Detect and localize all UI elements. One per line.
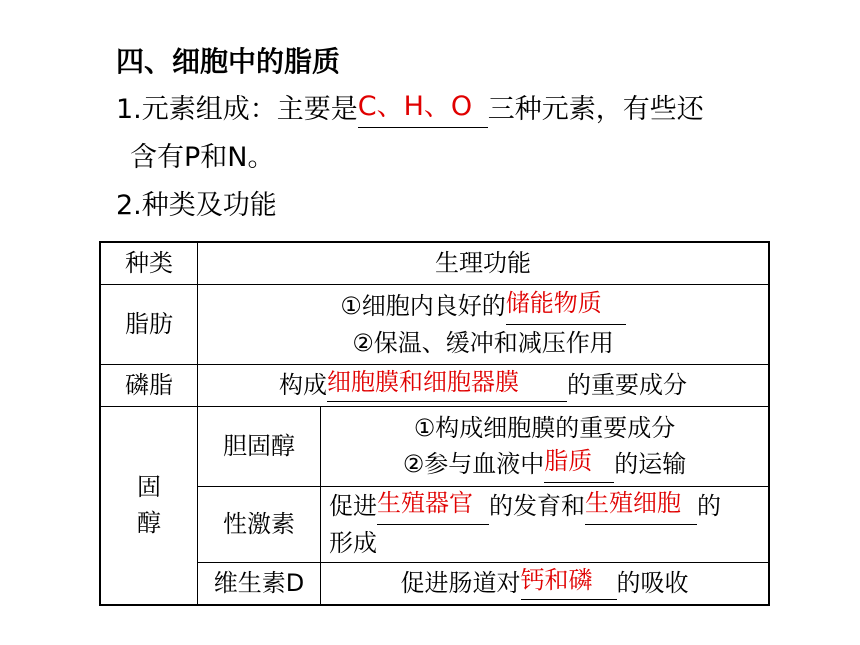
sex-hormone-line-1 (329, 488, 768, 525)
vitamin-d-suffix: 的吸收 (616, 568, 689, 597)
phospholipid-answer-blank (327, 369, 567, 402)
cholesterol-answer-blank (544, 446, 614, 483)
item-1-line-2: 含有P和N。 (130, 142, 275, 173)
sex-hormone-suffix: 的 (697, 491, 721, 520)
cholesterol-function-1: ①构成细胞膜的重要成分 (413, 413, 676, 442)
header-function: 生理功能 (198, 242, 770, 284)
sex-hormone-answer-2: 生殖细胞 (585, 488, 681, 517)
header-type: 种类 (100, 242, 198, 284)
cholesterol-functions (321, 406, 770, 486)
sex-hormone-answer-2-blank (585, 488, 697, 525)
cholesterol-f2-suffix: 的运输 (614, 449, 687, 478)
phospholipid-row (100, 364, 769, 406)
element-answer-blank (358, 93, 488, 128)
sex-hormone-line-2: 形成 (329, 528, 377, 557)
sex-hormone-answer-1-blank (377, 488, 489, 525)
item-1-prefix: 1.元素组成：主要是 (116, 94, 358, 125)
fat-answer-blank (506, 288, 626, 325)
vitamin-d-row (100, 562, 769, 605)
sex-hormone-answer-1: 生殖器官 (377, 488, 473, 517)
cholesterol-answer: 脂质 (544, 446, 593, 475)
section-title: 四、细胞中的脂质 (116, 45, 341, 78)
vitamin-d-function (321, 562, 770, 605)
item-1-line (116, 93, 704, 128)
lipid-table (99, 241, 770, 606)
item-2-heading: 2.种类及功能 (116, 190, 277, 221)
sex-hormone-name: 性激素 (198, 486, 321, 562)
item-1-suffix: 三种元素，有些还 (487, 94, 704, 125)
sex-hormone-prefix: 促进 (329, 491, 377, 520)
cholesterol-name: 胆固醇 (198, 406, 321, 486)
fat-function-2: ②保温、缓冲和减压作用 (352, 328, 614, 357)
phospholipid-suffix: 的重要成分 (567, 370, 687, 399)
element-answer: C、H、O (357, 91, 473, 122)
vitamin-d-answer-blank (521, 567, 617, 600)
fat-f1-prefix: ①细胞内良好的 (340, 291, 506, 320)
phospholipid-prefix: 构成 (279, 370, 327, 399)
fat-functions (198, 284, 770, 364)
cholesterol-function-2 (321, 446, 768, 483)
table-header-row (100, 242, 769, 284)
fat-answer: 储能物质 (505, 288, 602, 317)
sterol-name-char-1: 固 (137, 473, 161, 502)
fat-row (100, 284, 769, 364)
vitamin-d-prefix: 促进肠道对 (400, 568, 521, 597)
cholesterol-row (100, 406, 769, 486)
sex-hormone-row (100, 486, 769, 562)
cholesterol-f2-prefix: ②参与血液中 (402, 449, 545, 478)
fat-name: 脂肪 (100, 284, 198, 364)
sex-hormone-mid: 的发育和 (489, 491, 585, 520)
sterol-name (100, 406, 198, 605)
phospholipid-answer: 细胞膜和细胞器膜 (327, 367, 519, 396)
sex-hormone-function (321, 486, 770, 562)
vitamin-d-answer: 钙和磷 (520, 565, 593, 594)
fat-function-1 (198, 288, 768, 325)
phospholipid-function (198, 364, 770, 406)
phospholipid-name: 磷脂 (100, 364, 198, 406)
vitamin-d-name: 维生素D (198, 562, 321, 605)
sterol-name-char-2: 醇 (137, 509, 161, 538)
